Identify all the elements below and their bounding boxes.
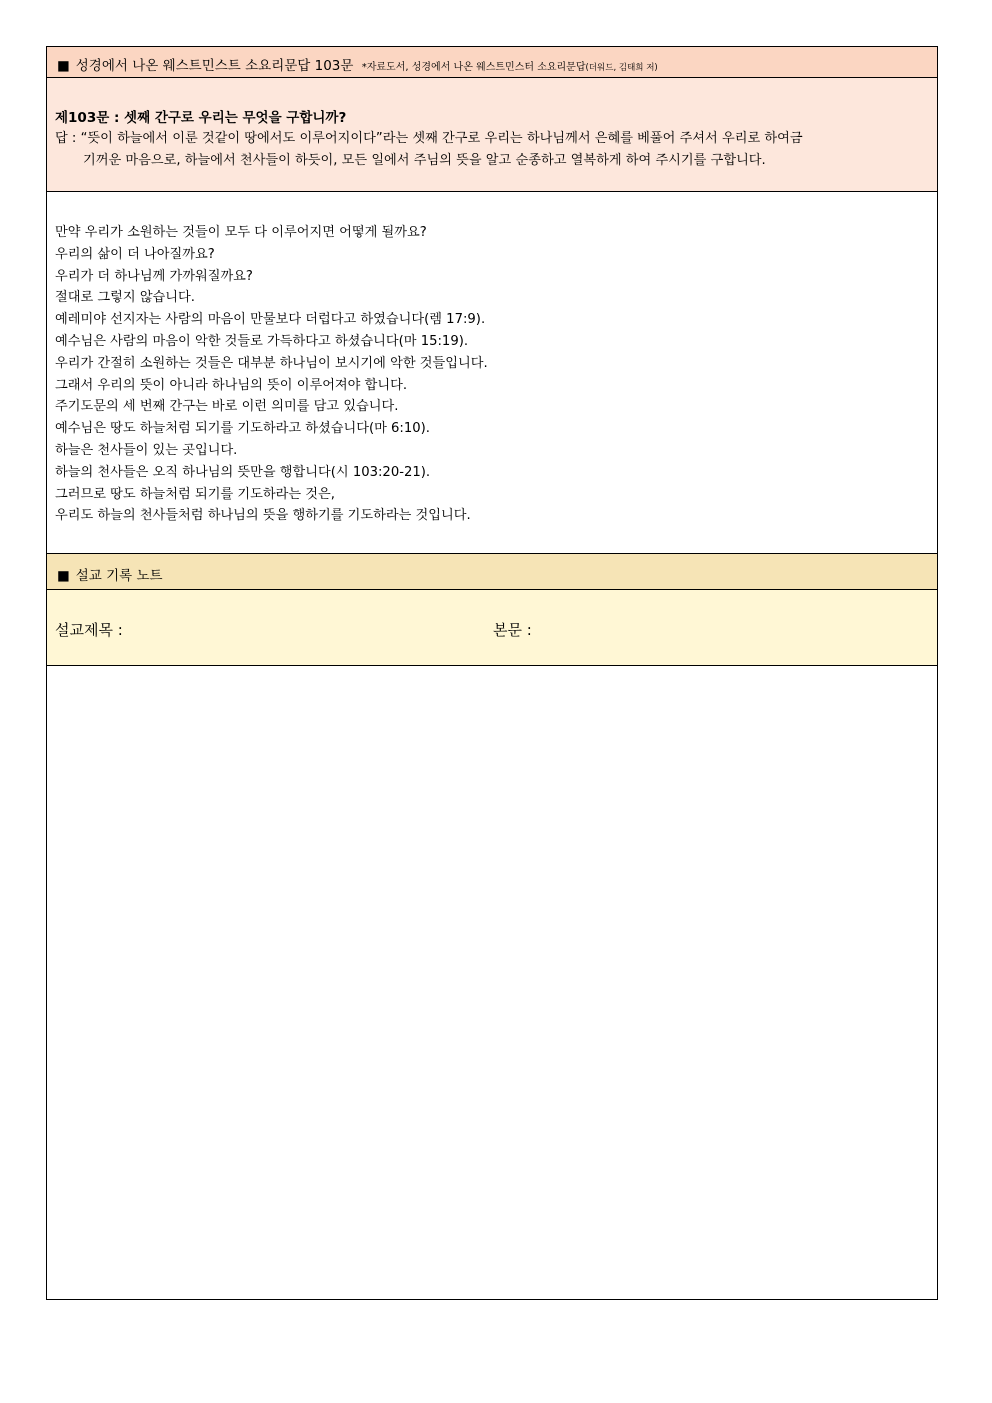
header-title: [57, 54, 658, 74]
header-row: [47, 47, 937, 78]
explanation-line: 예수님은 땅도 하늘처럼 되기를 기도하라고 하셨습니다(마 6:10).: [55, 421, 430, 437]
explanation-line: 우리의 삶이 더 나아질까요?: [55, 246, 215, 262]
explanation-line: 예수님은 사람의 마음이 악한 것들로 가득하다고 하셨습니다(마 15:19).: [55, 333, 469, 349]
explanation-line: 그러므로 땅도 하늘처럼 되기를 기도하라는 것은,: [55, 486, 335, 502]
answer-text: [55, 128, 915, 172]
square-bullet-icon: ■: [57, 568, 70, 584]
explanation-text: [55, 222, 488, 527]
explanation-line: 예레미야 선지자는 사람의 마음이 만물보다 더럽다고 하였습니다(렘 17:9).: [55, 312, 486, 328]
explanation-line: 우리가 더 하나님께 가까워질까요?: [55, 268, 253, 284]
explanation-line: 하늘은 천사들이 있는 곳입니다.: [55, 442, 238, 458]
scripture-label[interactable]: 본문 :: [493, 621, 532, 639]
question-row: [47, 78, 937, 192]
sermon-notes-heading: 설교 기록 노트: [75, 568, 163, 584]
explanation-line: 하늘의 천사들은 오직 하나님의 뜻만을 행합니다(시 103:20-21).: [55, 464, 431, 480]
explanation-line: 주기도문의 세 번째 간구는 바로 이런 의미를 담고 있습니다.: [55, 399, 399, 415]
answer-line-1: 답 : “뜻이 하늘에서 이룬 것같이 땅에서도 이루어지이다”라는 셋째 간구로 우리는 하나님께서 은혜를 베풀어 주셔서 우리로 하여금: [55, 131, 803, 146]
header-title-text: 성경에서 나온 웨스트민스트 소요리문답 103문: [75, 58, 354, 74]
sermon-info-row: [47, 590, 937, 666]
explanation-line: 우리도 하늘의 천사들처럼 하나님의 뜻을 행하기를 기도하라는 것입니다.: [55, 508, 471, 524]
source-note: *자료도서, 성경에서 나온 웨스트민스터 소요리문답: [361, 62, 586, 73]
sermon-title-label[interactable]: 설교제목 :: [55, 621, 123, 639]
explanation-line: 절대로 그렇지 않습니다.: [55, 290, 195, 306]
explanation-line: 만약 우리가 소원하는 것들이 모두 다 이루어지면 어떻게 될까요?: [55, 225, 427, 240]
source-author: (더워드, 김태희 저): [585, 63, 658, 73]
answer-line-2: 기꺼운 마음으로, 하늘에서 천사들이 하듯이, 모든 일에서 주님의 뜻을 알고 순종하고 열복하게 하여 주시기를 구합니다.: [83, 153, 766, 168]
question-title: 제103문 : 셋째 간구로 우리는 무엇을 구합니까?: [55, 110, 347, 126]
worksheet-frame: [46, 46, 938, 1300]
sermon-notes-header: [47, 554, 937, 590]
notes-writing-area[interactable]: [47, 666, 937, 1299]
explanation-row: [47, 192, 937, 554]
square-bullet-icon: ■: [57, 58, 70, 74]
explanation-line: 우리가 간절히 소원하는 것들은 대부분 하나님이 보시기에 악한 것들입니다.: [55, 355, 488, 371]
explanation-line: 그래서 우리의 뜻이 아니라 하나님의 뜻이 이루어져야 합니다.: [55, 377, 408, 393]
sermon-notes-title: [57, 564, 163, 584]
